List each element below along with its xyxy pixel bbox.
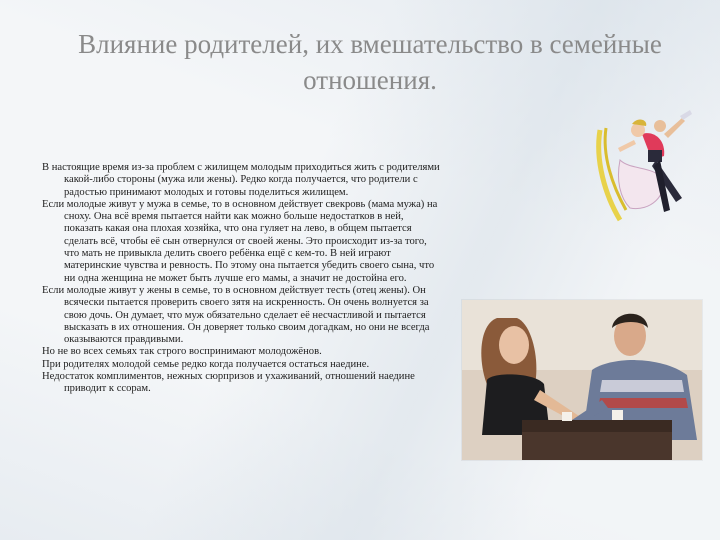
slide-title: Влияние родителей, их вмешательство в семейные отношения.	[78, 29, 662, 95]
paragraph-not-all-families: Но не во всех семьях так строго воспринимают молодожёнов.	[42, 346, 322, 358]
couple-at-table-photo	[462, 300, 702, 460]
paragraph-husband-family: Если молодые живут у мужа в семье, то в основном действует свекровь (мама мужа) на сноху. Она всё время пытается найти как можно больше недостатков в ней, показать какая она плохая хозяйка, что она гуляет на лево, в общем пытается сделать всё, чтобы её сын отвернулся от своей жены. Это происходит из-за того, что мать не привыкла делить своего ребёнка ещё с кем-то. В ней играют материнские чувства и ревность. По этому она пытается убедить своего сына, что ни одна женщина не может быть лучше его мамы, а значит не достойна его.	[42, 198, 438, 284]
dancing-couple-illustration	[590, 100, 700, 235]
paragraph-quarrels: Недостаток комплиментов, нежных сюрпризов и ухаживаний, отношений наедине приводит к ссорам.	[42, 371, 415, 395]
paragraph-wife-family: Если молодые живут у жены в семье, то в основном действует тесть (отец жены). Он всячески пытается проверить своего зятя на искренность. Он очень волнуется за свою дочь. Он думает, что муж обязательно сделает её несчастливой и пытается высказать в их отношения. Он доверяет только своим догадкам, но они не всегда оказываются правдивыми.	[42, 284, 430, 346]
paragraph-no-privacy: При родителях молодой семье редко когда получается остаться наедине.	[42, 358, 370, 370]
paragraph-housing: В настоящие время из-за проблем с жилищем молодым приходиться жить с родителями какой-либо стороны (мужа или жены). Редко когда получается, что родители с радостью принимают молодых и готовы поделиться жилищем.	[42, 162, 440, 198]
slide-body	[42, 162, 442, 396]
